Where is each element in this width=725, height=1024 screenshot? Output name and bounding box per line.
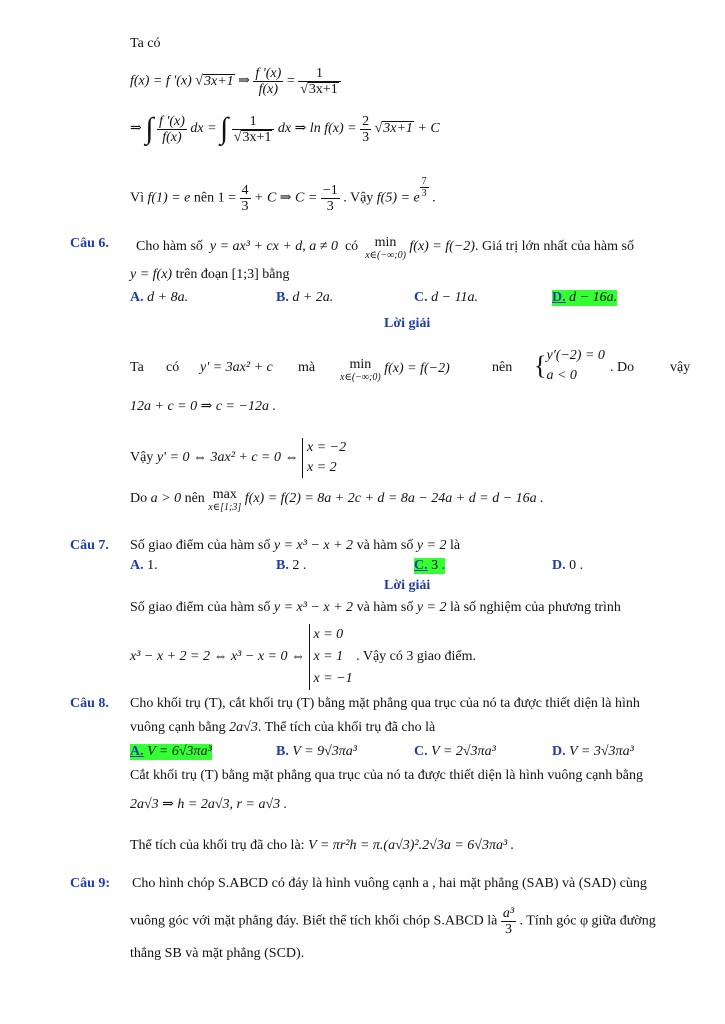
q7-line1: Số giao điểm của hàm số y = x³ − x + 2 và hàm số y = 2 là (130, 538, 461, 553)
c5-r2-root: 3x+1 (383, 121, 413, 137)
c5-r1-frac: $\frac{f '(x)}{f(x)}$ (255, 66, 282, 97)
c5-r2-dx: dx = (190, 121, 217, 137)
answer-option-a-correct[interactable]: A. V = 6√3πa³ (130, 744, 212, 759)
q6-s1-ta: Ta (130, 360, 144, 375)
q6-s1-vay: vậy (670, 360, 691, 375)
q6-s1-system: { y'(−2) = 0 a < 0 (534, 348, 605, 383)
q6-line2-end: bằng (262, 267, 290, 282)
c5-r1-arrow: ⇒ (238, 73, 250, 89)
c5-r3-exp: $\frac{7}{3}$ (421, 176, 427, 199)
answer-option-a[interactable]: A. d + 8a. (130, 290, 189, 305)
integral-icon: ∫ (145, 112, 154, 145)
c5-r1-frac2: $\frac{1}{√3x+1}$ (298, 66, 341, 97)
c5-r2-frac3: $\frac{2}{3}$ (362, 113, 370, 145)
q6-s1-ma: mà (298, 360, 316, 375)
q7-s2: x³ − x + 2 = 2 ⇔ x³ − x = 0 ⇔ x = 0 x = 1 x = −1 . Vậy có 3 giao điểm. (130, 624, 476, 690)
answer-option-b[interactable]: B. d + 2a. (276, 290, 334, 305)
q9-line1: Cho hình chóp S.ABCD có đáy là hình vuông cạnh a , hai mặt phẳng (SAB) và (SAD) cùng (132, 876, 647, 891)
q6-s1-min: min x∈(−∞;0) f(x) = f(−2) (340, 357, 450, 383)
c5-r3-f5: f(5) = e (376, 190, 420, 206)
q6-s3: Vậy y' = 0 ⇔ 3ax² + c = 0 ⇔ x = −2 x = 2 (130, 438, 346, 478)
c5-r3-dot: . (432, 190, 436, 206)
c5-row2: ⇒ ∫ $\frac{f '(x)}{f(x)}$ dx = ∫ $\frac{1}{√3x+1}$ dx ⇒ ln f(x) = $\frac{2}{3}$ √3x+1 + C (130, 112, 440, 145)
c5-r3-cond: f(1) = e (147, 190, 191, 206)
q6-s4: Do a > 0 nên max x∈[1;3] f(x) = f(2) = 8a + 2c + d = 8a − 24a + d = d − 16a . (130, 487, 544, 513)
question-label: Câu 8. (70, 696, 109, 711)
q9-line3: thẳng SB và mặt phẳng (SCD). (130, 946, 305, 961)
answer-option-a[interactable]: A. 1. (130, 558, 158, 573)
c5-r3-vay: . Vậy (343, 190, 374, 206)
c5-r1-root: 3x+1 (203, 73, 234, 89)
c5-r2-frac: $\frac{f '(x)}{f(x)}$ (158, 113, 185, 145)
c5-r3-one: 1 = (217, 190, 236, 206)
answer-option-c[interactable]: C. V = 2√3πa³ (414, 744, 496, 759)
q6-s1-do: . Do (610, 360, 635, 375)
c5-r1-lhs: f(x) = f '(x) (130, 73, 192, 89)
q6-func: y = ax³ + cx + d, a ≠ 0 (209, 239, 338, 254)
q6-s2: 12a + c = 0 ⇒ c = −12a . (130, 399, 276, 414)
c5-r2-frac2: $\frac{1}{√3x+1}$ (232, 114, 275, 145)
q6-line2-interval: [1;3] (231, 267, 259, 282)
q6-cho: Cho hàm số (136, 239, 203, 254)
question-label: Câu 6. (70, 236, 109, 251)
q9-line2: vuông góc với mặt phẳng đáy. Biết thể tích khối chóp S.ABCD là $\frac{\text{a³}}{3}$ . Tính góc φ giữa đường (130, 906, 656, 937)
q6-line2-text: trên đoạn (175, 267, 229, 282)
q6-line2-func: y = f(x) (130, 267, 173, 282)
c5-r2-tail: + C (417, 121, 440, 137)
c5-row3 (130, 176, 436, 214)
q6-line2 (130, 267, 290, 283)
answer-option-d[interactable]: D. V = 3√3πa³ (552, 744, 634, 759)
solution-title: Lời giải (384, 578, 431, 593)
question-label: Câu 7. (70, 538, 109, 553)
q6-line1 (136, 236, 634, 261)
q6-min-rhs: f(x) = f(−2) (409, 239, 475, 254)
q6-s1-deriv: y' = 3ax² + c (200, 360, 273, 375)
q8-line1: Cho khối trụ (T), cắt khối trụ (T) bằng mặt phẳng qua trục của nó ta được thiết diện là hình (130, 696, 640, 711)
integral-icon: ∫ (220, 112, 229, 145)
answer-option-c[interactable]: C. d − 11a. (414, 290, 479, 305)
q8-line2: vuông cạnh bằng 2a√3. Thể tích của khối trụ đã cho là (130, 720, 436, 735)
c5-r2-dx2: dx ⇒ ln f(x) = (277, 121, 357, 137)
c5-row1: f(x) = f '(x) √3x+1 ⇒ $\frac{f '(x)}{f(x)}$ = $\frac{1}{√3x+1}$ (130, 66, 341, 97)
q6-tail: . Giá trị lớn nhất của hàm số (474, 239, 634, 254)
intro-label: Ta có (130, 36, 161, 51)
answer-option-b[interactable]: B. V = 9√3πa³ (276, 744, 357, 759)
answer-option-d-correct[interactable]: D. d − 16a. (552, 290, 618, 305)
answer-option-d[interactable]: D. 0 . (552, 558, 584, 573)
c5-r3-mid: + C ⇒ C = (254, 190, 318, 206)
q6-co: có (344, 239, 359, 254)
c5-r3-vi: Vì (130, 190, 144, 206)
q7-s1: Số giao điểm của hàm số y = x³ − x + 2 và hàm số y = 2 là số nghiệm của phương trình (130, 600, 621, 615)
c5-r3-nen: nên (193, 190, 215, 206)
c5-r3-frac: $\frac{4}{3}$ (241, 182, 249, 214)
c5-r2-arrow: ⇒ (130, 121, 142, 137)
answer-option-b[interactable]: B. 2 . (276, 558, 307, 573)
c5-r3-frac2: $\frac{-1}{3}$ (322, 182, 338, 214)
q6-s1-nen: nên (492, 360, 513, 375)
answer-option-c-correct[interactable]: C. 3 . (414, 558, 446, 573)
q6-min: min x∈(−∞;0) (365, 235, 406, 261)
c5-r1-eq: = (286, 73, 295, 89)
q8-s3: Thể tích của khối trụ đã cho là: V = πr²h = π.(a√3)².2√3a = 6√3πa³ . (130, 838, 515, 853)
question-label: Câu 9: (70, 876, 111, 891)
solution-title: Lời giải (384, 316, 431, 331)
q6-s1-co: có (166, 360, 180, 375)
q8-s1: Cắt khối trụ (T) bằng mặt phẳng qua trục của nó ta được thiết diện là hình vuông cạnh bằng (130, 768, 644, 783)
q8-s2: 2a√3 ⇒ h = 2a√3, r = a√3 . (130, 797, 288, 812)
